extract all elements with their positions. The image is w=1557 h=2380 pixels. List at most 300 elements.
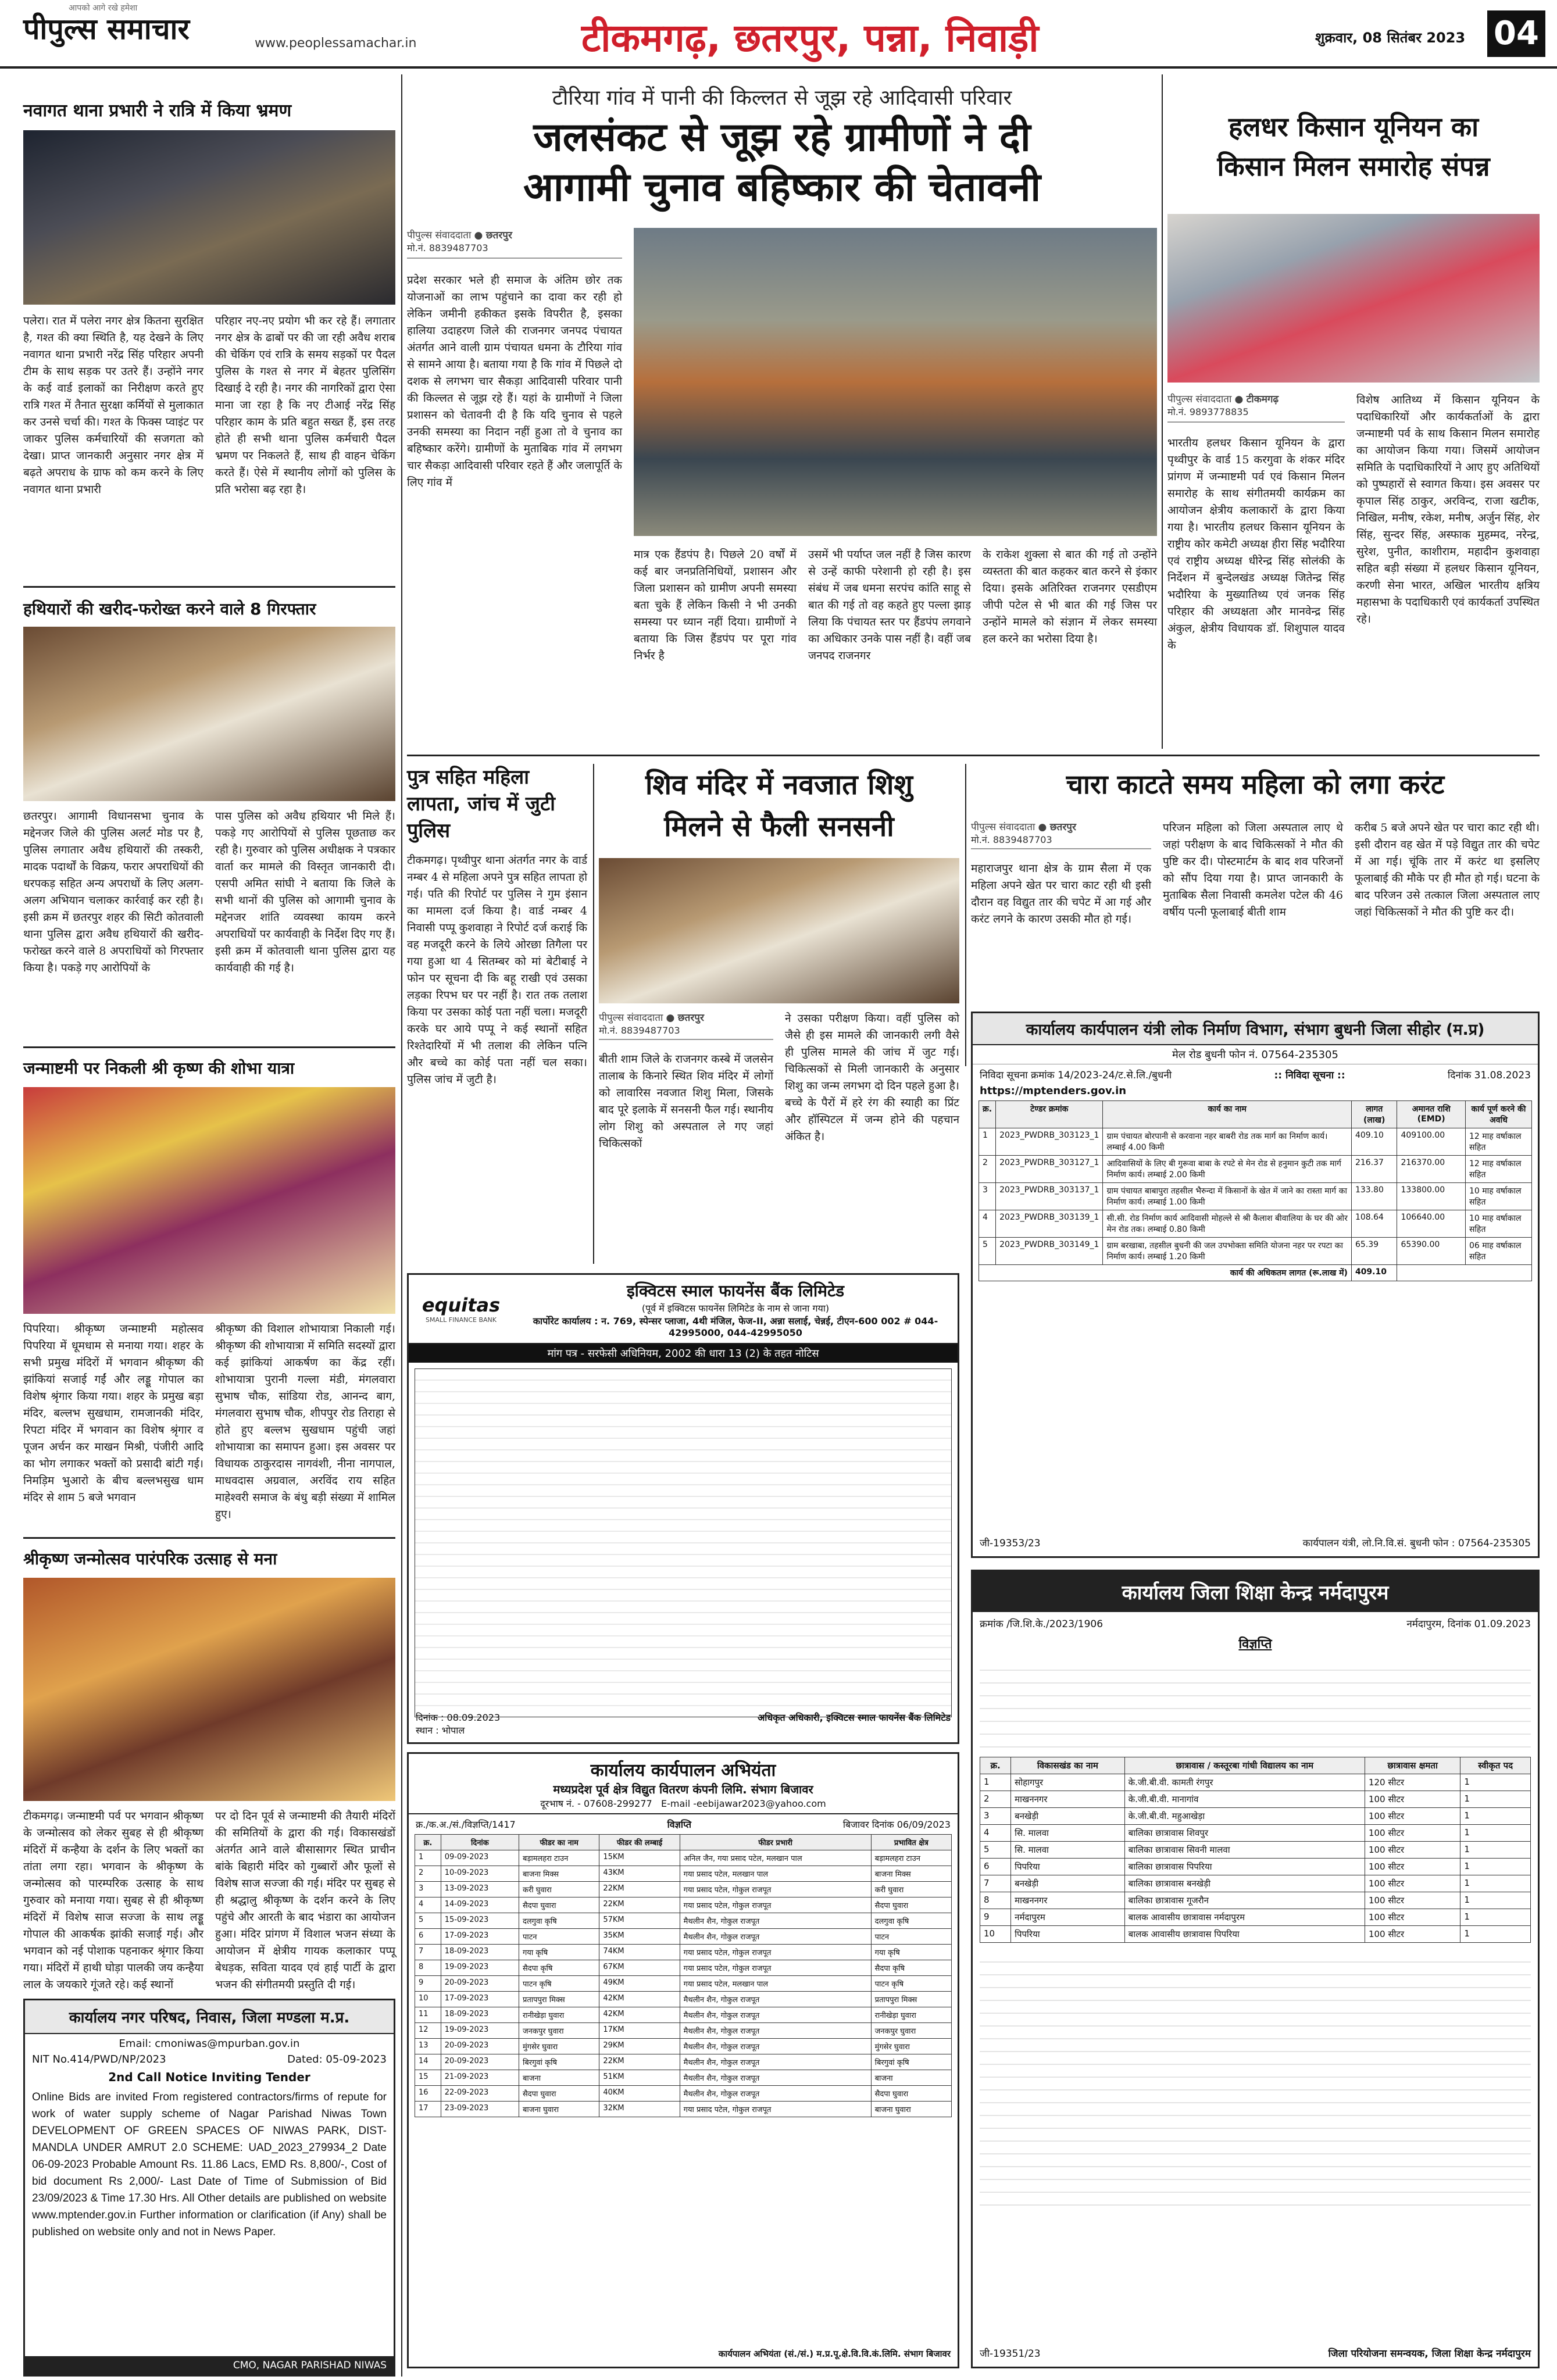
- lead-story: [407, 74, 1157, 755]
- table-cell: 06 माह वर्षाकाल सहित: [1465, 1238, 1531, 1265]
- table-cell: 5: [415, 1913, 441, 1929]
- story-text: पिपरिया। श्रीकृष्ण जन्माष्टमी महोत्सव पिपरिया में धूमधाम से मनाया गया। शहर के सभी प्रमुख मंदिरों में भगवान श्रीकृष्ण की झांकियां सजाई गईं और लड्डू गोपाल का विशेष श्रृंगार किया गया। शहर के प्रमुख बड़ा मंदिर, बल्लभ सुखधाम, रामजानकी मंदिर, रिपटा मंदिर में भगवान का विशेष श्रृंगार व पूजन अर्चन कर माखन मिश्री, पंजीरी आदि का भोग लगाकर भक्तों को प्रसादी बांटी गई। निमड़िम भुआरो के बीच बल्लभसुख धाम मंदिर से शाम 5 बजे भगवान: [23, 1323, 203, 1504]
- table-cell: बालिका छात्रावास बनखेड़ी: [1124, 1875, 1365, 1892]
- table-cell: 10: [980, 1926, 1011, 1943]
- brand-logo: पीपुल्स समाचार: [23, 12, 190, 46]
- table-cell: 1: [415, 1850, 441, 1866]
- lead-photo: [634, 228, 1157, 536]
- table-cell: 16: [415, 2086, 441, 2102]
- byline-name: पीपुल्स संवाददाता: [1167, 394, 1232, 405]
- table-cell: जनकपुर घुवारा: [871, 2023, 951, 2039]
- story-text: पलेरा। रात में पलेरा नगर क्षेत्र कितना सुरक्षित है, गश्त की क्या स्थिति है, यह देखने के लिए नवागत थाना प्रभारी नरेंद्र सिंह परिहार अपनी टीम के साथ सड़क पर उतरे हैं। उन्होंने नगर के कई वार्ड इलाकों का निरीक्षण करते हुए रात्रि गश्त में तैनात सुरक्षा कर्मियों से मुलाकात कर उनसे चर्चा की। गश्त के फिक्स प्वाइंट पर जाकर पुलिस कर्मचारियों की सजगता को देखा। प्राप्त जानकारी अनुसार नगर क्षेत्र में बढ़ते अपराध के ग्राफ को कम करने के लिए नवागत थाना प्रभारी: [23, 315, 203, 496]
- table-cell: 15-09-2023: [441, 1913, 519, 1929]
- table-cell: 8: [415, 1960, 441, 1976]
- notice-signature: कार्यपालन यंत्री, लो.नि.वि.सं. बुधनी फोन : 07564-235305: [1302, 1538, 1531, 1549]
- col-sno: क्र.: [415, 1835, 441, 1850]
- table-cell: मैथलीन शैन, गोकुल राजपूत: [680, 2086, 871, 2102]
- tender-notice-niwas: [23, 1999, 395, 2377]
- table-cell: 17-09-2023: [441, 1929, 519, 1945]
- table-cell: 1: [1460, 1875, 1531, 1892]
- table-cell: 15KM: [599, 1850, 680, 1866]
- hostel-row: [980, 1791, 1531, 1808]
- notice-email: Email: cmoniwas@mpurban.gov.in: [119, 2038, 300, 2050]
- table-cell: 3: [980, 1808, 1011, 1825]
- brand-tagline: आपको आगे रखे हमेशा: [69, 3, 138, 13]
- table-cell: 29KM: [599, 2039, 680, 2054]
- table-cell: 1: [1460, 1909, 1531, 1926]
- table-cell: 1: [1460, 1859, 1531, 1875]
- table-cell: सैदपा कृषि: [871, 1960, 951, 1976]
- table-cell: बाजना घुवारा: [871, 2102, 951, 2117]
- story-headline: [599, 764, 959, 848]
- table-cell: बालिका छात्रावास शिवपुर: [1124, 1825, 1365, 1842]
- table-cell: सैदपा घुवारा: [871, 1897, 951, 1913]
- col-posts: स्वीकृत पद: [1460, 1757, 1531, 1774]
- table-cell: 22KM: [599, 1897, 680, 1913]
- left-column: [23, 74, 395, 2377]
- table-cell: मुंगसेर घुवारा: [519, 2039, 599, 2054]
- camp-row: [415, 1913, 952, 1929]
- table-cell: 19-09-2023: [441, 2023, 519, 2039]
- table-cell: 120 सीटर: [1365, 1774, 1460, 1791]
- table-cell: 100 सीटर: [1365, 1825, 1460, 1842]
- table-cell: 409.10: [1351, 1128, 1397, 1156]
- tender-row: [979, 1156, 1532, 1183]
- table-cell: मैथलीन शैन, गोकुल राजपूत: [680, 1992, 871, 2007]
- table-cell: 5: [979, 1238, 996, 1265]
- table-cell: 35KM: [599, 1929, 680, 1945]
- story-text: श्रीकृष्ण की विशाल शोभायात्रा निकाली गई। श्रीकृष्ण की शोभायात्रा में समिति सदस्यों द्वारा कई झांकियां आकर्षण का केंद्र रहीं। शोभायात्रा पुरानी गल्ला मंडी, मंगलवारा सुभाष चौक, सांडिया रोड, आनन्द बाग, मंगलवारा सुभाष चौक, शीपपुर रोड तिराहा से होते हुए बल्लभ सुखधाम पहुंची जहां शोभायात्रा का समापन हुआ। इस अवसर पर विधायक ठाकुरदास नागवंशी, नीना नागपाल, माधवदास अग्रवाल, अरविंद राय सहित माहेश्वरी समाज के बंधु बड़ी संख्या में शामिल हुए।: [215, 1323, 395, 1521]
- story-text: करीब 5 बजे अपने खेत पर चारा काट रही थी। इसी दौरान वह खेत में पड़े विद्युत तार की चपेट में आ गई। चूंकि तार में करंट था इसलिए फूलाबाई की मौके पर ही मौत हो गई। घटना के बाद परिजन उसे तत्काल जिला अस्पताल लाए जहां चिकित्सकों ने मौत की पुष्टि कर दी।: [1355, 821, 1540, 919]
- table-cell: 10 माह वर्षाकाल सहित: [1465, 1210, 1531, 1238]
- table-cell: पिपरिया: [1011, 1926, 1125, 1943]
- table-cell: 57KM: [599, 1913, 680, 1929]
- byline-mobile: मो.नं. 8839487703: [971, 834, 1052, 845]
- lead-text: मात्र एक हैंडपंप है। पिछले 20 वर्षों में कई बार जनप्रतिनिधियों, प्रशासन और जिला प्रशासन को ग्रामीण अपनी समस्या बता चुके हैं लेकिन किसी ने भी उनकी समस्या पर ध्यान नहीं दिया। ग्रामीणों ने बताया कि जिस हैंडपंप पर पूरा गांव निर्भर है: [634, 548, 797, 662]
- lead-text: उसमें भी पर्याप्त जल नहीं है जिस कारण से उन्हें काफी परेशानी हो रही है। इस संबंध में जब धमना सरपंच कांति साहू से बात की गई तो वह कहते हुए पल्ला झाड़ लिया कि पंचायत स्तर पर हैंडपंप लगवाने का अधिकार उनके पास नहीं है। वहीं जब जनपद राजनगर: [808, 548, 971, 662]
- table-cell: 106640.00: [1397, 1210, 1465, 1238]
- table-cell: 43KM: [599, 1866, 680, 1882]
- table-cell: 100 सीटर: [1365, 1808, 1460, 1825]
- table-cell: 19-09-2023: [441, 1960, 519, 1976]
- table-cell: 1: [1460, 1774, 1531, 1791]
- table-cell: 2023_PWDRB_303139_1: [996, 1210, 1103, 1238]
- story-heading: पुत्र सहित महिला लापता, जांच में जुटी पुलिस: [407, 766, 555, 842]
- col-tender-no: टेण्डर क्रमांक: [996, 1101, 1103, 1128]
- table-cell: 49KM: [599, 1976, 680, 1992]
- table-cell: पाटन: [871, 1929, 951, 1945]
- story-heading: हथियारों की खरीद-फरोख्त करने वाले 8 गिरफ्तार: [23, 599, 316, 619]
- table-cell: 6: [980, 1859, 1011, 1875]
- table-cell: पाटन: [519, 1929, 599, 1945]
- notice-title: कार्यालय नगर परिषद, निवास, जिला मण्डला म.प्र.: [25, 2000, 394, 2034]
- table-cell: 65390.00: [1397, 1238, 1465, 1265]
- table-cell: 1: [1460, 1808, 1531, 1825]
- byline-name: पीपुल्स संवाददाता: [407, 230, 472, 241]
- story-photo: [23, 1578, 395, 1801]
- table-cell: सैदपा कृषि: [519, 1960, 599, 1976]
- notice-title: इक्विटस स्माल फायनेंस बैंक लिमिटेड: [626, 1281, 845, 1300]
- table-cell: 100 सीटर: [1365, 1859, 1460, 1875]
- col-area: प्रभावित क्षेत्र: [871, 1835, 951, 1850]
- table-cell: बाजना: [519, 2070, 599, 2086]
- table-cell: पाटन कृषि: [871, 1976, 951, 1992]
- notice-body-placeholder: [980, 1658, 1531, 1751]
- missing-story: [407, 764, 587, 1310]
- byline-dot: ●: [474, 230, 486, 241]
- table-cell: 100 सीटर: [1365, 1909, 1460, 1926]
- hostel-row: [980, 1859, 1531, 1875]
- table-cell: 17: [415, 2102, 441, 2117]
- notice-title: कार्यालय जिला शिक्षा केन्द्र नर्मदापुरम: [973, 1571, 1538, 1612]
- story-byline: [1167, 392, 1345, 423]
- tender-site[interactable]: https://mptenders.gov.in: [980, 1085, 1127, 1097]
- table-cell: अनिल जैन, गया प्रसाद पटेल, मलखान पाल: [680, 1850, 871, 1866]
- col-officer: फीडर प्रभारी: [680, 1835, 871, 1850]
- table-cell: रानीखेड़ा घुवारा: [519, 2007, 599, 2023]
- table-cell: 11: [415, 2007, 441, 2023]
- byline-mobile: मो.नं. 8839487703: [599, 1025, 680, 1036]
- story-byline: [599, 1010, 773, 1040]
- table-cell: 216370.00: [1397, 1156, 1465, 1183]
- table-cell: 2023_PWDRB_303149_1: [996, 1238, 1103, 1265]
- table-cell: गया प्रसाद पटेल, गोकुल राजपूत: [680, 1945, 871, 1960]
- hostel-row: [980, 1842, 1531, 1859]
- tender-row: [979, 1128, 1532, 1156]
- table-cell: गया कृषि: [871, 1945, 951, 1960]
- table-cell: बाजना: [871, 2070, 951, 2086]
- table-cell: 42KM: [599, 1992, 680, 2007]
- notice-code: जी-19353/23: [980, 1538, 1041, 1549]
- table-cell: बालक आवासीय छात्रावास नर्मदापुरम: [1124, 1909, 1365, 1926]
- table-cell: गया प्रसाद पटेल, गोकुल राजपूत: [680, 2102, 871, 2117]
- camp-row: [415, 1850, 952, 1866]
- logo-subtext: SMALL FINANCE BANK: [426, 1316, 497, 1324]
- table-cell: नर्मदापुरम: [1011, 1909, 1125, 1926]
- notice-ref: क्रमांक /जि.शि.के./2023/1906: [980, 1618, 1104, 1630]
- page-number: 04: [1487, 10, 1545, 57]
- byline-place: छतरपुर: [1049, 821, 1076, 833]
- byline-place: छतरपुर: [485, 230, 512, 241]
- notice-title: कार्यालय कार्यपालन यंत्री लोक निर्माण विभाग, संभाग बुधनी जिला सीहोर (म.प्र): [973, 1013, 1538, 1045]
- table-cell: 100 सीटर: [1365, 1791, 1460, 1808]
- notice-type: विज्ञप्ति: [667, 1819, 692, 1830]
- notice-body-placeholder: [980, 1950, 1531, 2206]
- table-cell: 13: [415, 2039, 441, 2054]
- col-length: फीडर की लम्बाई: [599, 1835, 680, 1850]
- notice-ref: क्र./क.अ./सं./विज्ञप्ति/1417: [416, 1819, 516, 1830]
- table-cell: 1: [1460, 1842, 1531, 1859]
- table-cell: 5: [980, 1842, 1011, 1859]
- notice-date: दिनांक : 08.09.2023: [416, 1712, 501, 1723]
- story-text: ने उसका परीक्षण किया। वहीं पुलिस को जैसे ही इस मामले की जानकारी लगी वैसे ही पुलिस मामले की जांच में जुट गई। चिकित्सकों से मिली जानकारी के अनुसार शिशु का जन्म लगभग दो दिन पहले हुआ है। बच्चे के पैरों में हरे रंग की स्याही का प्रिंट और हॉस्पिटल में जन्म होने की पहचान अंकित है।: [785, 1012, 959, 1143]
- table-cell: 51KM: [599, 2070, 680, 2086]
- table-cell: 1: [1460, 1825, 1531, 1842]
- notice-signature: कार्यपालन अभियंता (सं./सं.) म.प्र.पू.क्षे.वि.वि.कं.लिमि. संभाग बिजावर: [718, 2349, 951, 2359]
- table-cell: 1: [980, 1774, 1011, 1791]
- table-cell: 13-09-2023: [441, 1882, 519, 1897]
- table-cell: 65.39: [1351, 1238, 1397, 1265]
- table-cell: मैथलीन शैन, गोकुल राजपूत: [680, 2007, 871, 2023]
- table-cell: 12 माह वर्षाकाल सहित: [1465, 1128, 1531, 1156]
- camp-row: [415, 1897, 952, 1913]
- table-cell: दलगुवा कृषि: [519, 1913, 599, 1929]
- headline-line-2: आगामी चुनाव बहिष्कार की चेतावनी: [523, 165, 1041, 210]
- table-cell: गया प्रसाद पटेल, गोकुल राजपूत: [680, 1882, 871, 1897]
- byline-dot: ●: [1234, 394, 1247, 405]
- table-cell: 133800.00: [1397, 1183, 1465, 1210]
- tender-type: :: निविदा सूचना ::: [1274, 1070, 1345, 1081]
- story-text: महाराजपुर थाना क्षेत्र के ग्राम सैला में एक महिला अपने खेत पर चारा काट रही थी इसी दौरान वह विद्युत तार की चपेट में आ गई और करंट लगने के कारण उसकी मौत हो गई।: [971, 862, 1151, 925]
- table-cell: माखननगर: [1011, 1892, 1125, 1909]
- camp-row: [415, 1866, 952, 1882]
- story-photo: [23, 1087, 395, 1314]
- tender-notice-pwd: [971, 1012, 1540, 1558]
- table-cell: 1: [1460, 1892, 1531, 1909]
- table-cell: 10-09-2023: [441, 1866, 519, 1882]
- table-cell: प्रतापपुरा मिक्स: [871, 1992, 951, 2007]
- byline-place: टीकमगढ़: [1246, 394, 1279, 405]
- table-cell: 2: [979, 1156, 996, 1183]
- col-work: कार्य का नाम: [1103, 1101, 1351, 1128]
- table-cell: बिरगुवां कृषि: [519, 2054, 599, 2070]
- story-text: टीकमगढ़। पृथ्वीपुर थाना अंतर्गत नगर के वार्ड नम्बर 4 से महिला अपने पुत्र सहित लापता हो गई। पति की रिपोर्ट पर पुलिस ने गुम इंसान का मामला दर्ज किया है। वार्ड नम्बर 4 निवासी पप्पू कुशवाहा ने रिपोर्ट दर्ज कराई कि वह मजदूरी करने के लिये ओरछा तिगैला पर गया हुआ था 4 सितम्बर को मां बेटीबाई ने फोन पर सूचना दी कि बहू राखी एवं उसका लड़का रिपभ घर पर नहीं है। रात तक तलाश किया पर उसका कोई पता नहीं चला। मजदूरी करके घर आये पप्पू ने कई स्थानों सहित रिश्तेदारियों में भी तलाश की लेकिन पत्नि और बच्चे का कोई पता नहीं चल सका। पुलिस जांच में जुटी है।: [407, 854, 587, 1086]
- equitas-logo: [409, 1288, 513, 1330]
- story-heading: श्रीकृष्ण जन्मोत्सव पारंपरिक उत्साह से मना: [23, 1549, 277, 1568]
- table-cell: रानीखेड़ा घुवारा: [871, 2007, 951, 2023]
- table-cell: गया प्रसाद पटेल, मलखान पाल: [680, 1866, 871, 1882]
- col-feeder: फीडर का नाम: [519, 1835, 599, 1850]
- school-notice: [971, 1570, 1540, 2368]
- camp-row: [415, 2023, 952, 2039]
- story-text: छतरपुर। आगामी विधानसभा चुनाव के मद्देनजर जिले की पुलिस अलर्ट मोड पर है, पुलिस लगातार अवैध हथियारों की तस्करी, मादक पदार्थों के विक्रय, फरार अपराधियों की धरपकड़ सहित अन्य अपराधों के लिए अलग-अलग अभियान चलाकर कार्रवाई कर रही है। इसी क्रम में छतरपुर शहर की सिटी कोतवाली थाना पुलिस द्वारा अवैध हथियारों की खरीद-फरोख्त करने वाले 8 अपराधियों को गिरफ्तार किया है। पकड़े गए आरोपियों के: [23, 810, 203, 974]
- table-cell: माखननगर: [1011, 1791, 1125, 1808]
- table-cell: 133.80: [1351, 1183, 1397, 1210]
- notice-title: कार्यालय कार्यपालन अभियंता: [590, 1760, 776, 1781]
- col-time: कार्य पूर्ण करने की अवधि: [1465, 1101, 1531, 1128]
- table-cell: करी घुवारा: [519, 1882, 599, 1897]
- total-value: 409.10: [1351, 1265, 1397, 1281]
- story-text: विशेष आतिथ्य में किसान यूनियन के पदाधिकारियों और कार्यकर्ताओं के द्वारा जन्माष्टमी पर्व के साथ किसान मिलन समारोह का आयोजन किया गया। जिसमें आयोजन समिति के पदाधिकारियों ने आए हुए अतिथियों को पुष्पहारों से स्वागत किया। इस अवसर पर कृपाल सिंह ठाकुर, अरविन्द, राजा खटीक, निखिल, मनीष, रकेश, मनीष, अर्जुन सिंह, शेर सिंह, सुन्दर सिंह, अस्फाक मुहम्मद, नरेन्द्र, सुरेश, पुनीत, काशीराम, महादीन कुशवाहा सहित बड़ी संख्या में हलधर किसान यूनियन, करणी सेना भारत, अखिल भारतीय क्षत्रिय महासभा के पदाधिकारी एवं कार्यकर्ता उपस्थित रहे।: [1356, 394, 1540, 626]
- lead-text: प्रदेश सरकार भले ही समाज के अंतिम छोर तक योजनाओं का लाभ पहुंचाने का दावा कर रही हो लेकिन जमीनी हकीकत इसके विपरीत है, इसका हालिया उदाहरण जिले की राजनगर जनपद पंचायत अंतर्गत आने वाली ग्राम पंचायत धमना के टौरिया गांव से सामने आया है। बताया गया है कि गांव में पिछले दो दशक से लगभग चार सैकड़ा आदिवासी परिवार पानी की किल्लत से जूझ रहे हैं। यहां के ग्रामीणों ने जिला प्रशासन को चेतावनी दी है कि यदि चुनाव से पहले उनकी समस्या का निदान नहीं हुआ तो वे चुनाव का बहिष्कार करेंगे। ग्रामीणों के मुताबिक गांव में लगभग चार सैकड़ा आदिवासी परिवार रहते हैं और जलापूर्ति के लिए गांव में: [407, 274, 622, 489]
- table-cell: गया कृषि: [519, 1945, 599, 1960]
- equitas-notice: [407, 1273, 959, 1744]
- table-cell: 12 माह वर्षाकाल सहित: [1465, 1156, 1531, 1183]
- table-cell: बालिका छात्रावास सिवनी मालवा: [1124, 1842, 1365, 1859]
- table-cell: प्रतापपुरा मिक्स: [519, 1992, 599, 2007]
- table-cell: 22KM: [599, 2054, 680, 2070]
- tender-row: [979, 1183, 1532, 1210]
- table-cell: मैथलीन शैन, गोकुल राजपूत: [680, 2039, 871, 2054]
- table-cell: 09-09-2023: [441, 1850, 519, 1866]
- table-cell: 100 सीटर: [1365, 1875, 1460, 1892]
- story-heading: जन्माष्टमी पर निकली श्री कृष्ण की शोभा यात्रा: [23, 1059, 295, 1078]
- table-cell: 2023_PWDRB_303127_1: [996, 1156, 1103, 1183]
- table-cell: 18-09-2023: [441, 1945, 519, 1960]
- notice-body: Online Bids are invited From registered contractors/firms of repute for work of water supply scheme of Nagar Parishad Niwas Town DEVELOPMENT OF GREEN SPACES OF NIWAS PARK, DIST-MANDLA UNDER AMRUT 2.0 SCHEME: UAD_2023_279934_2 Date 06-09-2023 Probable Amount Rs. 11.86 Lacs, EMD Rs. 8,800/-, Cost of bid document Rs 2,000/- Last Date of Time of Submission of Bid 23/09/2023 & Time 17.30 Hrs. All Other details are published on website www.mptender.gov.in Further information or clarification (if Any) shall be published on website only and not in News Paper.: [32, 2091, 387, 2238]
- notice-place: स्थान : भोपाल: [416, 1725, 465, 1736]
- table-cell: मैथलीन शैन, गोकुल राजपूत: [680, 1913, 871, 1929]
- hostel-row: [980, 1875, 1531, 1892]
- hostel-row: [980, 1909, 1531, 1926]
- story-text: टीकमगढ़। जन्माष्टमी पर्व पर भगवान श्रीकृष्ण के जन्मोत्सव को लेकर सुबह से ही श्रीकृष्ण मंदिरों में कन्हैया के दर्शन के लिए भक्तों का तांता लगा रहा। भगवान के श्रीकृष्ण के जन्मोत्सव को पारम्परिक उत्साह के साथ गुरुवार को मनाया गया। सुबह से ही श्रीकृष्ण मंदिरों में विशेष साज सज्जा के साथ लड्डू गोपाल की आकर्षक झांकी सजाई गई। और भगवान को नई पोशाक पहनाकर श्रृंगार किया गया। मंदिरों में हाथी घोड़ा पालकी जय कन्हैया लाल के जयकारे गूंजते रहे। कई स्थानों: [23, 1810, 203, 1991]
- table-cell: 10 माह वर्षाकाल सहित: [1465, 1183, 1531, 1210]
- table-cell: बालिका छात्रावास गूजरौन: [1124, 1892, 1365, 1909]
- tender-date: दिनांक 31.08.2023: [1447, 1070, 1531, 1081]
- table-cell: मैथलीन शैन, गोकुल राजपूत: [680, 1929, 871, 1945]
- col-capacity: छात्रावास क्षमता: [1365, 1757, 1460, 1774]
- table-cell: बड़ामलहरा टाउन: [871, 1850, 951, 1866]
- table-cell: के.जी.बी.वी. महुआखेड़ा: [1124, 1808, 1365, 1825]
- tender-row: [979, 1238, 1532, 1265]
- table-cell: बनखेड़ी: [1011, 1875, 1125, 1892]
- logo-text: equitas: [422, 1294, 501, 1316]
- table-cell: 6: [415, 1929, 441, 1945]
- hostel-row: [980, 1892, 1531, 1909]
- table-cell: 17KM: [599, 2023, 680, 2039]
- byline-place: छतरपुर: [677, 1012, 704, 1024]
- notice-subtitle: (पूर्व में इक्विटस फायनेंस लिमिटेड के नाम से जाना गया): [641, 1303, 830, 1314]
- camp-row: [415, 1945, 952, 1960]
- byline-name: पीपुल्स संवाददाता: [971, 821, 1035, 833]
- table-cell: 9: [980, 1909, 1011, 1926]
- table-cell: 1: [1460, 1926, 1531, 1943]
- col-block: विकासखंड का नाम: [1011, 1757, 1125, 1774]
- table-cell: 22-09-2023: [441, 2086, 519, 2102]
- story-photo: [23, 627, 395, 801]
- notice-subtitle: मध्यप्रदेश पूर्व क्षेत्र विद्युत वितरण कंपनी लिमि. संभाग बिजावर: [553, 1782, 813, 1796]
- story-text: पर दो दिन पूर्व से जन्माष्टमी की तैयारी मंदिरों की समितियों के द्वारा की गई। विकासखंडों अंतर्गत आने वाले बीसासागर स्थित प्राचीन बांके बिहारी मंदिर को गुब्बारों और फूलों से विशेष साज सज्जा की गई। मंदिर पर सुबह से ही श्रद्धालु श्रीकृष्ण के दर्शन करने के लिए पहुंचे और आरती के बाद भंडारा का आयोजन हुआ। मंदिर प्रांगण में विशाल भजन संध्या के आयोजन में क्षेत्रीय गायक कलाकार पप्पू बेधड़क, सविता यादव एवं हाई पार्टी के द्वारा भजन की संगीतमयी प्रस्तुति दी गई।: [215, 1810, 395, 1991]
- table-cell: मैथलीन शैन, गोकुल राजपूत: [680, 2070, 871, 2086]
- table-cell: बाजना मिक्स: [519, 1866, 599, 1882]
- table-cell: पाटन कृषि: [519, 1976, 599, 1992]
- camp-row: [415, 2007, 952, 2023]
- notice-phone: दूरभाष नं. - 07608-299277: [540, 1798, 652, 1809]
- masthead: [0, 0, 1557, 69]
- notice-office: कार्पोरेट कार्यालय : न. 769, स्पेन्सर प्लाजा, 4थी मंजिल, फेज-II, अन्ना सलाई, चेन्नई, टीएन-600 002 # 044-42995000, 044-42995050: [533, 1316, 938, 1338]
- table-cell: के.जी.बी.वी. कामती रंगपुर: [1124, 1774, 1365, 1791]
- notice-email: E-mail -eebijawar2023@yahoo.com: [660, 1798, 826, 1809]
- notice-address: मेल रोड बुधनी फोन नं. 07564-235305: [973, 1045, 1538, 1064]
- table-cell: 2023_PWDRB_303123_1: [996, 1128, 1103, 1156]
- camp-row: [415, 2054, 952, 2070]
- table-cell: बिरगुवां कृषि: [871, 2054, 951, 2070]
- table-cell: 100 सीटर: [1365, 1892, 1460, 1909]
- camp-row: [415, 1960, 952, 1976]
- col-sno: क्र.: [979, 1101, 996, 1128]
- table-cell: सि. मालवा: [1011, 1842, 1125, 1859]
- table-cell: करी घुवारा: [871, 1882, 951, 1897]
- hostel-row: [980, 1825, 1531, 1842]
- table-cell: सैदपा घुवारा: [871, 2086, 951, 2102]
- table-cell: 23-09-2023: [441, 2102, 519, 2117]
- notice-table-placeholder: [415, 1368, 952, 1717]
- headline-line-1: जलसंकट से जूझ रहे ग्रामीणों ने दी: [533, 115, 1031, 160]
- table-cell: 20-09-2023: [441, 1976, 519, 1992]
- headline-line-1: हलधर किसान यूनियन का: [1228, 111, 1479, 142]
- table-cell: 409100.00: [1397, 1128, 1465, 1156]
- table-cell: 67KM: [599, 1960, 680, 1976]
- hostel-row: [980, 1774, 1531, 1791]
- notice-signature: अधिकृत अधिकारी, इक्विटस स्माल फायनेंस बैंक लिमिटेड: [758, 1712, 951, 1723]
- story-text: बीती शाम जिले के राजनगर कस्बे में जलसेन तालाब के किनारे स्थित शिव मंदिर में लोगों को लावारिस नवजात शिशु मिला, जिसके बाद पूरे इलाके में सनसनी फैल गई। स्थानीय लोग शिशु को अस्पताल ले गए जहां चिकित्सकों: [599, 1053, 773, 1150]
- hostel-table: [980, 1757, 1531, 1943]
- lead-kicker: टौरिया गांव में पानी की किल्लत से जूझ रहे आदिवासी परिवार: [552, 86, 1012, 110]
- story-photo: [599, 858, 959, 1003]
- table-cell: 21-09-2023: [441, 2070, 519, 2086]
- lead-text: के राकेश शुक्ला से बात की गई तो उन्होंने व्यस्तता की बात कहकर बात करने से इंकार दिया। इसके अतिरिक्त राजनगर एसडीएम जीपी पटेल से भी बात की गई जिस पर उन्होंने मामले को संज्ञान में लेकर समस्या हल करने का भरोसा दिया है।: [983, 548, 1157, 645]
- col-cost: लागत (लाख): [1351, 1101, 1397, 1128]
- camp-row: [415, 1882, 952, 1897]
- table-cell: सोहागपुर: [1011, 1774, 1125, 1791]
- byline-name: पीपुल्स संवाददाता: [599, 1012, 663, 1024]
- table-cell: 42KM: [599, 2007, 680, 2023]
- col-date: दिनांक: [441, 1835, 519, 1850]
- nit-date: Dated: 05-09-2023: [287, 2053, 387, 2065]
- table-cell: सैदपा घुवारा: [519, 1897, 599, 1913]
- headline-line-2: किसान मिलन समारोह संपन्न: [1217, 151, 1490, 182]
- table-cell: बाजना मिक्स: [871, 1866, 951, 1882]
- table-cell: 32KM: [599, 2102, 680, 2117]
- table-cell: 100 सीटर: [1365, 1842, 1460, 1859]
- table-cell: 100 सीटर: [1365, 1926, 1460, 1943]
- table-cell: 15: [415, 2070, 441, 2086]
- notice-type: विज्ञप्ति: [1238, 1637, 1272, 1652]
- hostel-row: [980, 1808, 1531, 1825]
- table-cell: ग्राम बरखाबा, तहसील बुधनी की जल उपभोक्ता समिति योजना नहर पर रपटा का निर्माण कार्य। लम्बाई 1.20 किमी: [1103, 1238, 1351, 1265]
- table-cell: 10: [415, 1992, 441, 2007]
- notice-date: बिजावर दिनांक 06/09/2023: [842, 1819, 951, 1830]
- table-cell: मैथलीन शैन, गोकुल राजपूत: [680, 2054, 871, 2070]
- region-title: टीकमगढ़, छतरपुर, पन्ना, निवाड़ी: [581, 16, 1039, 60]
- col-emd: अमानत राशि (EMD): [1397, 1101, 1465, 1128]
- table-cell: 74KM: [599, 1945, 680, 1960]
- table-cell: 40KM: [599, 2086, 680, 2102]
- table-cell: गया प्रसाद पटेल, गोकुल राजपूत: [680, 1960, 871, 1976]
- notice-signature: जिला परियोजना समन्वयक, जिला शिक्षा केन्द्र नर्मदापुरम: [1328, 2348, 1531, 2360]
- table-cell: 8: [980, 1892, 1011, 1909]
- story-byline: [971, 820, 1151, 849]
- table-cell: ग्राम पंचायत बोरपानी से करवाना नहर बाबरी रोड तक मार्ग का निर्माण कार्य। लम्बाई 4.00 किमी: [1103, 1128, 1351, 1156]
- table-cell: 7: [980, 1875, 1011, 1892]
- table-cell: 4: [415, 1897, 441, 1913]
- camp-row: [415, 1929, 952, 1945]
- table-cell: 14-09-2023: [441, 1897, 519, 1913]
- table-cell: 216.37: [1351, 1156, 1397, 1183]
- table-cell: सि. मालवा: [1011, 1825, 1125, 1842]
- table-cell: 14: [415, 2054, 441, 2070]
- notice-sep: [655, 1798, 661, 1809]
- table-cell: 22KM: [599, 1882, 680, 1897]
- table-cell: 1: [979, 1128, 996, 1156]
- byline-mobile: मो.नं. 9893778835: [1167, 406, 1249, 417]
- tender-ref: निविदा सूचना क्रमांक 14/2023-24/ट.से.लि./बुधनी: [980, 1070, 1172, 1081]
- story-headline: चारा काटते समय महिला को लगा करंट: [1066, 769, 1445, 800]
- table-cell: के.जी.बी.वी. मानागांव: [1124, 1791, 1365, 1808]
- story-photo: [23, 130, 395, 305]
- website-link[interactable]: www.peoplessamachar.in: [255, 36, 417, 51]
- lead-byline: [407, 228, 622, 259]
- camp-table: [415, 1834, 952, 2117]
- table-cell: 18-09-2023: [441, 2007, 519, 2023]
- table-cell: 17-09-2023: [441, 1992, 519, 2007]
- camp-row: [415, 2086, 952, 2102]
- table-cell: 2: [415, 1866, 441, 1882]
- lead-headline: [407, 113, 1157, 213]
- camp-row: [415, 1976, 952, 1992]
- table-cell: दलगुवा कृषि: [871, 1913, 951, 1929]
- table-cell: गया प्रसाद पटेल, मलखान पाल: [680, 1976, 871, 1992]
